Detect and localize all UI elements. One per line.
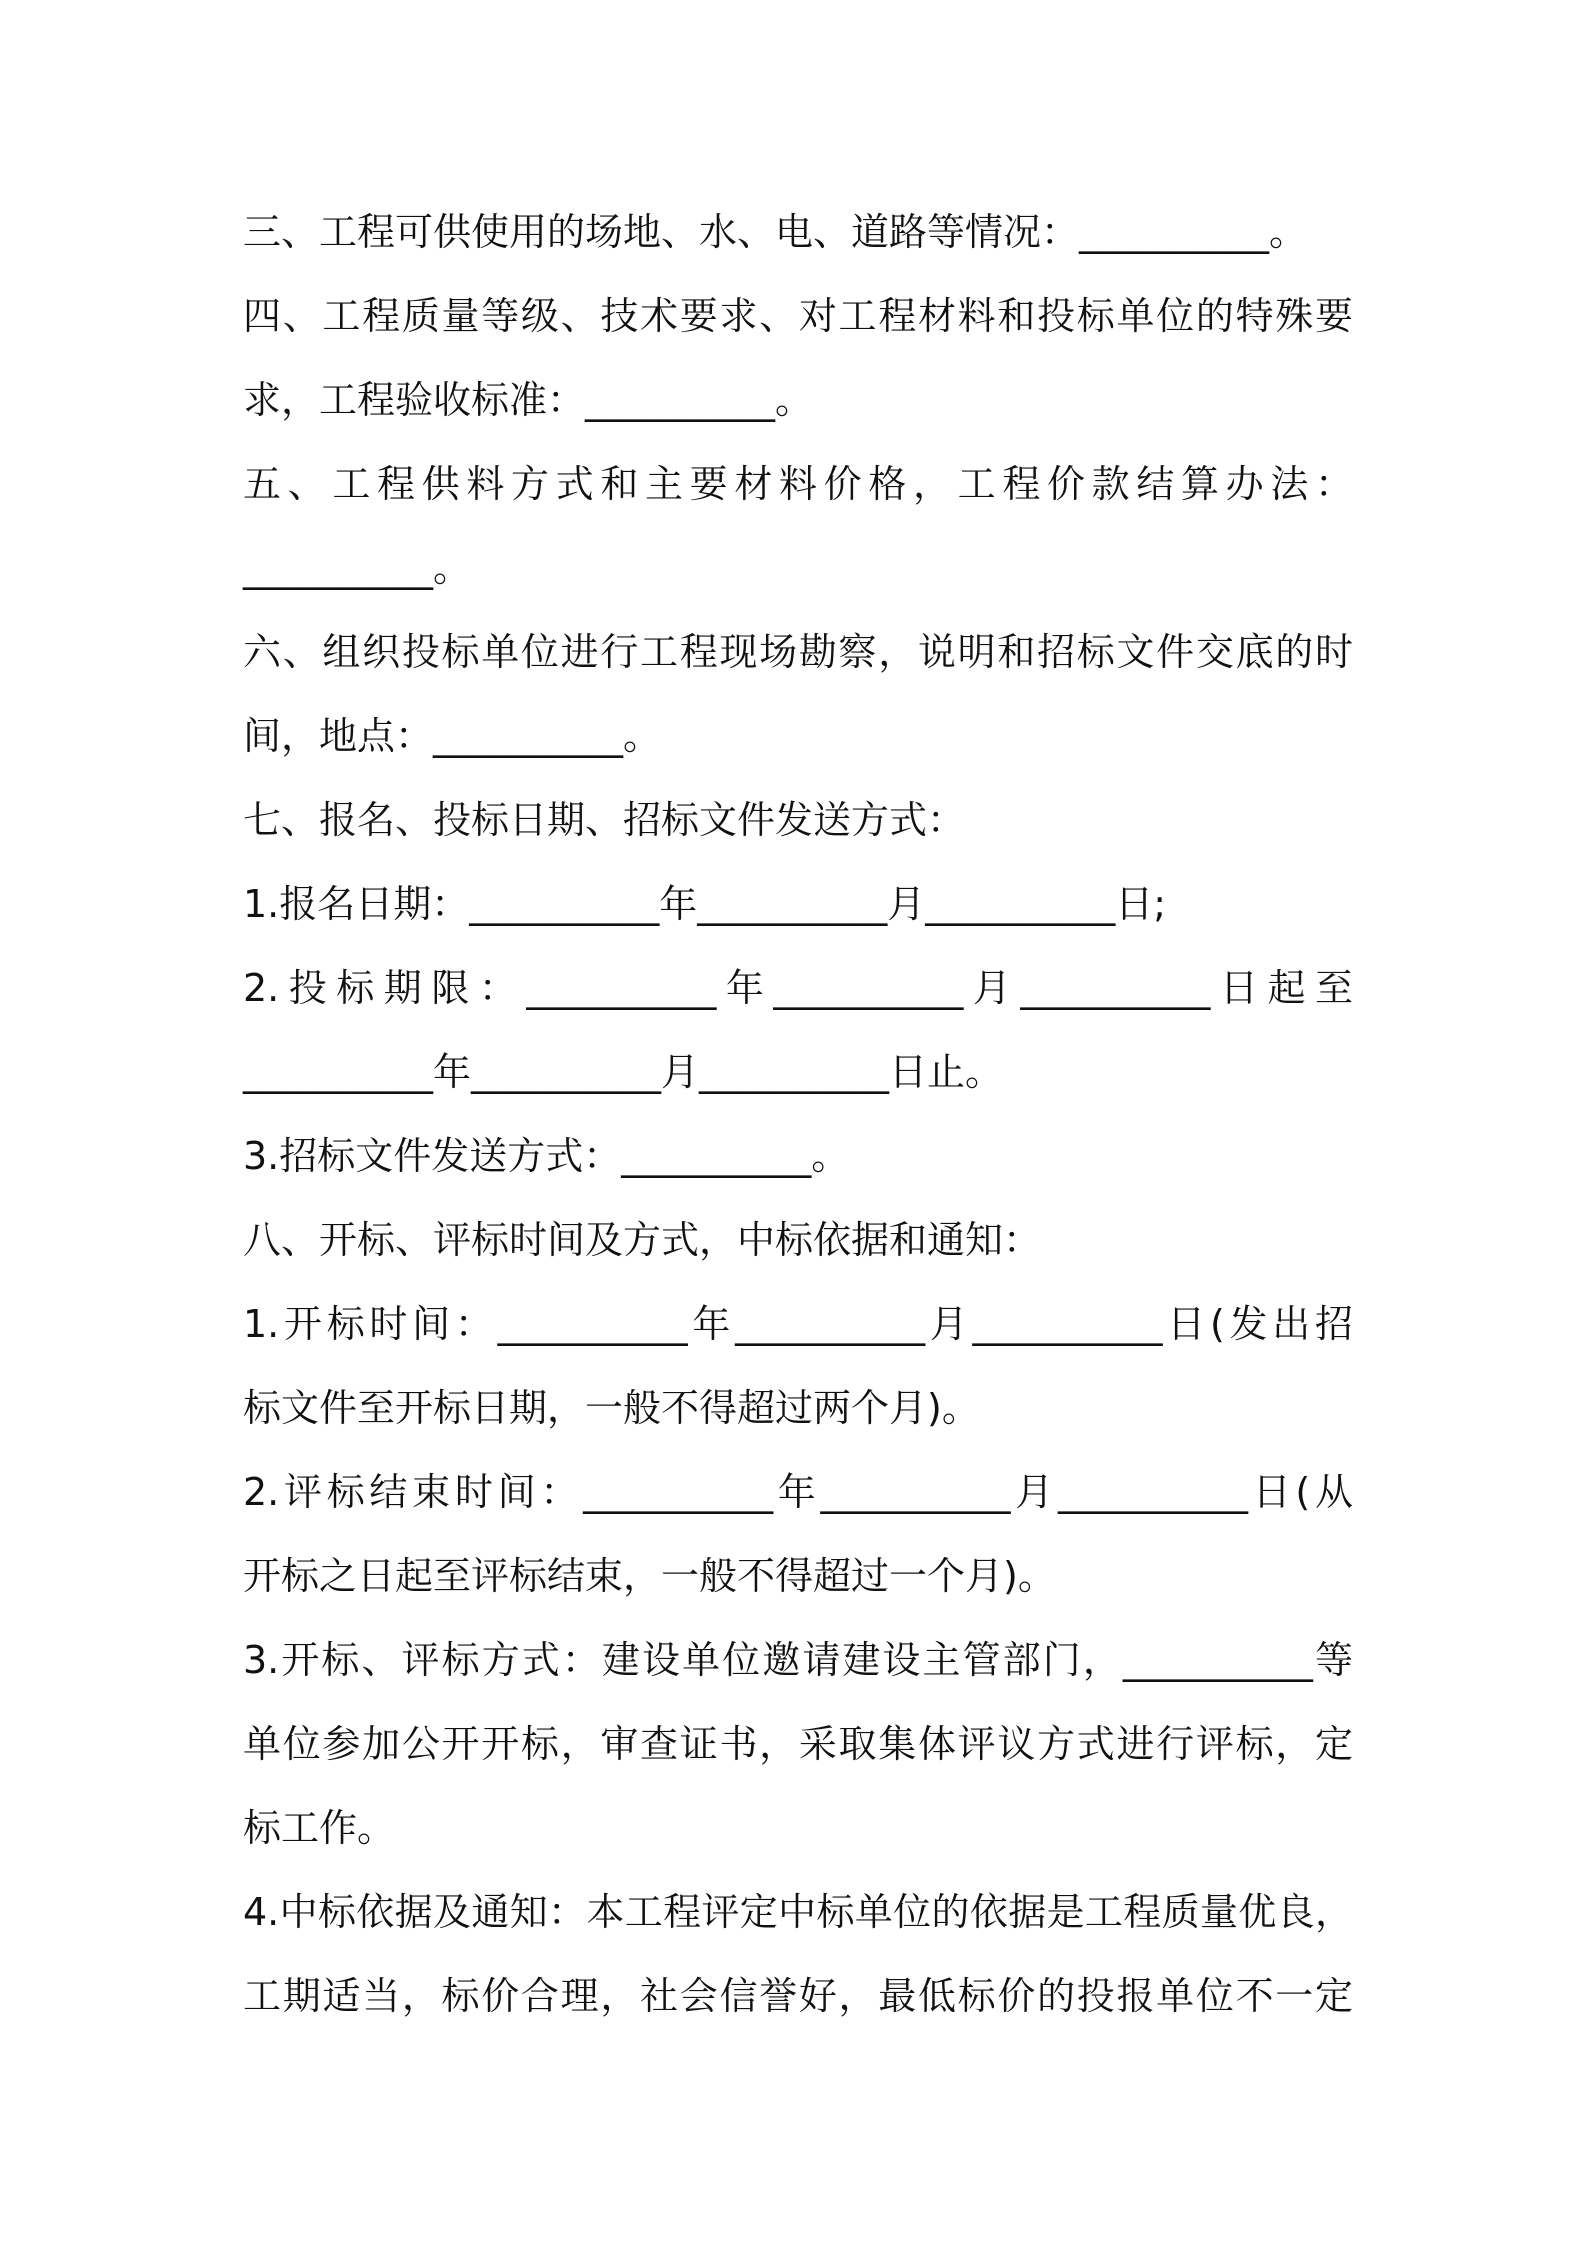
document-body: [243, 202, 1353, 2050]
section-8-item-4-award-basis: 4.中标依据及通知：本工程评定中标单位的依据是工程质量优良，: [243, 1890, 1353, 1934]
section-8-item-1-opening-time: 1.开标时间：__________年__________月__________日(发出招: [243, 1302, 1353, 1346]
section-8-item-3-evaluation-method: 3.开标、评标方式：建设单位邀请建设主管部门，__________等: [243, 1638, 1353, 1682]
section-7-item-1-registration-date: 1.报名日期：__________年__________月__________日;: [243, 882, 1167, 926]
section-7-item-3-delivery-method: 3.招标文件发送方式：__________。: [243, 1134, 850, 1178]
section-6-site-survey: 六、组织投标单位进行工程现场勘察，说明和招标文件交底的时: [243, 630, 1353, 674]
section-5-material-supply: 五、工程供料方式和主要材料价格，工程价款结算办法：: [243, 462, 1353, 506]
section-4-acceptance-standard: 求，工程验收标准：__________。: [243, 378, 814, 422]
section-7-item-2-bid-period-end: __________年__________月__________日止。: [243, 1050, 1004, 1094]
section-8-item-4-award-basis-cont: 工期适当，标价合理，社会信誉好，最低标价的投报单位不一定: [243, 1974, 1353, 2018]
section-3-site-conditions: 三、工程可供使用的场地、水、电、道路等情况：__________。: [243, 210, 1308, 254]
section-8-item-3-evaluation-method-cont: 单位参加公开开标，审查证书，采取集体评议方式进行评标，定: [243, 1722, 1353, 1766]
section-7-item-2-bid-period: 2.投标期限：__________年__________月__________日起至: [243, 966, 1353, 1010]
section-7-heading: 七、报名、投标日期、招标文件发送方式：: [243, 798, 966, 842]
section-8-item-2-evaluation-end: 2.评标结束时间：__________年__________月__________日(从: [243, 1470, 1353, 1514]
section-8-item-3-evaluation-method-end: 标工作。: [243, 1806, 396, 1850]
section-8-item-1-note: 标文件至开标日期，一般不得超过两个月)。: [243, 1386, 980, 1430]
section-8-item-2-note: 开标之日起至评标结束，一般不得超过一个月)。: [243, 1554, 1056, 1598]
section-8-heading: 八、开标、评标时间及方式，中标依据和通知：: [243, 1218, 1042, 1262]
section-6-time-place: 间，地点：__________。: [243, 714, 662, 758]
section-4-quality-requirements: 四、工程质量等级、技术要求、对工程材料和投标单位的特殊要: [243, 294, 1353, 338]
section-5-blank: __________。: [243, 546, 472, 590]
